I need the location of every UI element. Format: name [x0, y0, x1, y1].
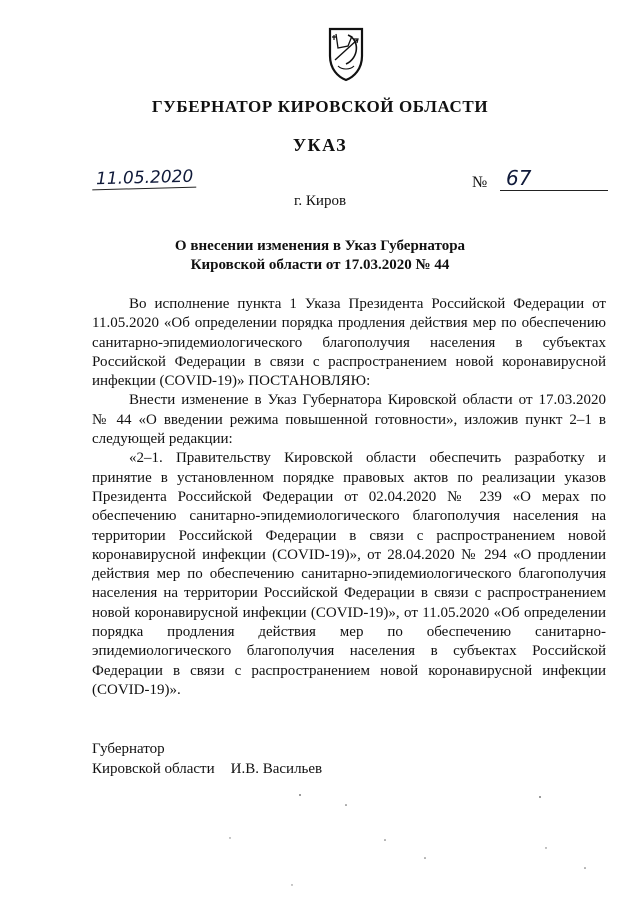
subject-line-1: О внесении изменения в Указ Губернатора	[174, 238, 466, 254]
paragraph-clause: «2–1. Правительству Кировской области обеспечить разработку и принятие в установленном порядке правовых актов по реализации указов Президента Российской Федерации от 02.04.2020 № 239 «О мерах по обеспечению санитарно-эпидемиологического благополучия населения на территории Российской Федерации в связи с распространением новой коронавирусной инфекции (COVID-19)», от 28.04.2020 № 294 «О продлении действия мер по обеспечению санитарно-эпидемиологического благополучия населения на территории Российской Федерации в связи с распространением новой коронавирусной инфекции (COVID-19)», от 11.05.2020 «Об определении порядка продления действия мер по обеспечению санитарно-эпидемиологического благополучия населения в субъектах Российской Федерации в связи с распространением новой коронавирусной инфекции (COVID-19)».	[92, 450, 606, 698]
paragraph-amendment: Внести изменение в Указ Губернатора Кировской области от 17.03.2020 № 44 «О введении режима повышенной готовности», изложив пункт 2–1 в следующей редакции:	[92, 392, 606, 448]
signer-position-line-1: Губернатор	[92, 741, 165, 757]
paragraph-preamble: Во исполнение пункта 1 Указа Президента Российской Федерации от 11.05.2020 «Об определении порядка продления действия мер по обеспечению санитарно-эпидемиологического благополучия населения в субъектах Российской Федерации в связи с распространением новой коронавирусной инфекции (COVID-19)» ПОСТАНОВЛЯЮ:	[92, 296, 606, 390]
signer-region: Кировской области	[92, 761, 215, 777]
authority-title: ГУБЕРНАТОР КИРОВСКОЙ ОБЛАСТИ	[151, 97, 489, 116]
signer-name: И.В. Васильев	[230, 761, 323, 777]
decree-date: 11.05.2020	[92, 167, 197, 191]
city: г. Киров	[293, 193, 347, 209]
subject-line-2: Кировской области от 17.03.2020 № 44	[190, 257, 450, 273]
document-type: УКАЗ	[292, 135, 348, 155]
decree-number: 67	[500, 166, 608, 191]
number-label: №	[472, 174, 488, 191]
